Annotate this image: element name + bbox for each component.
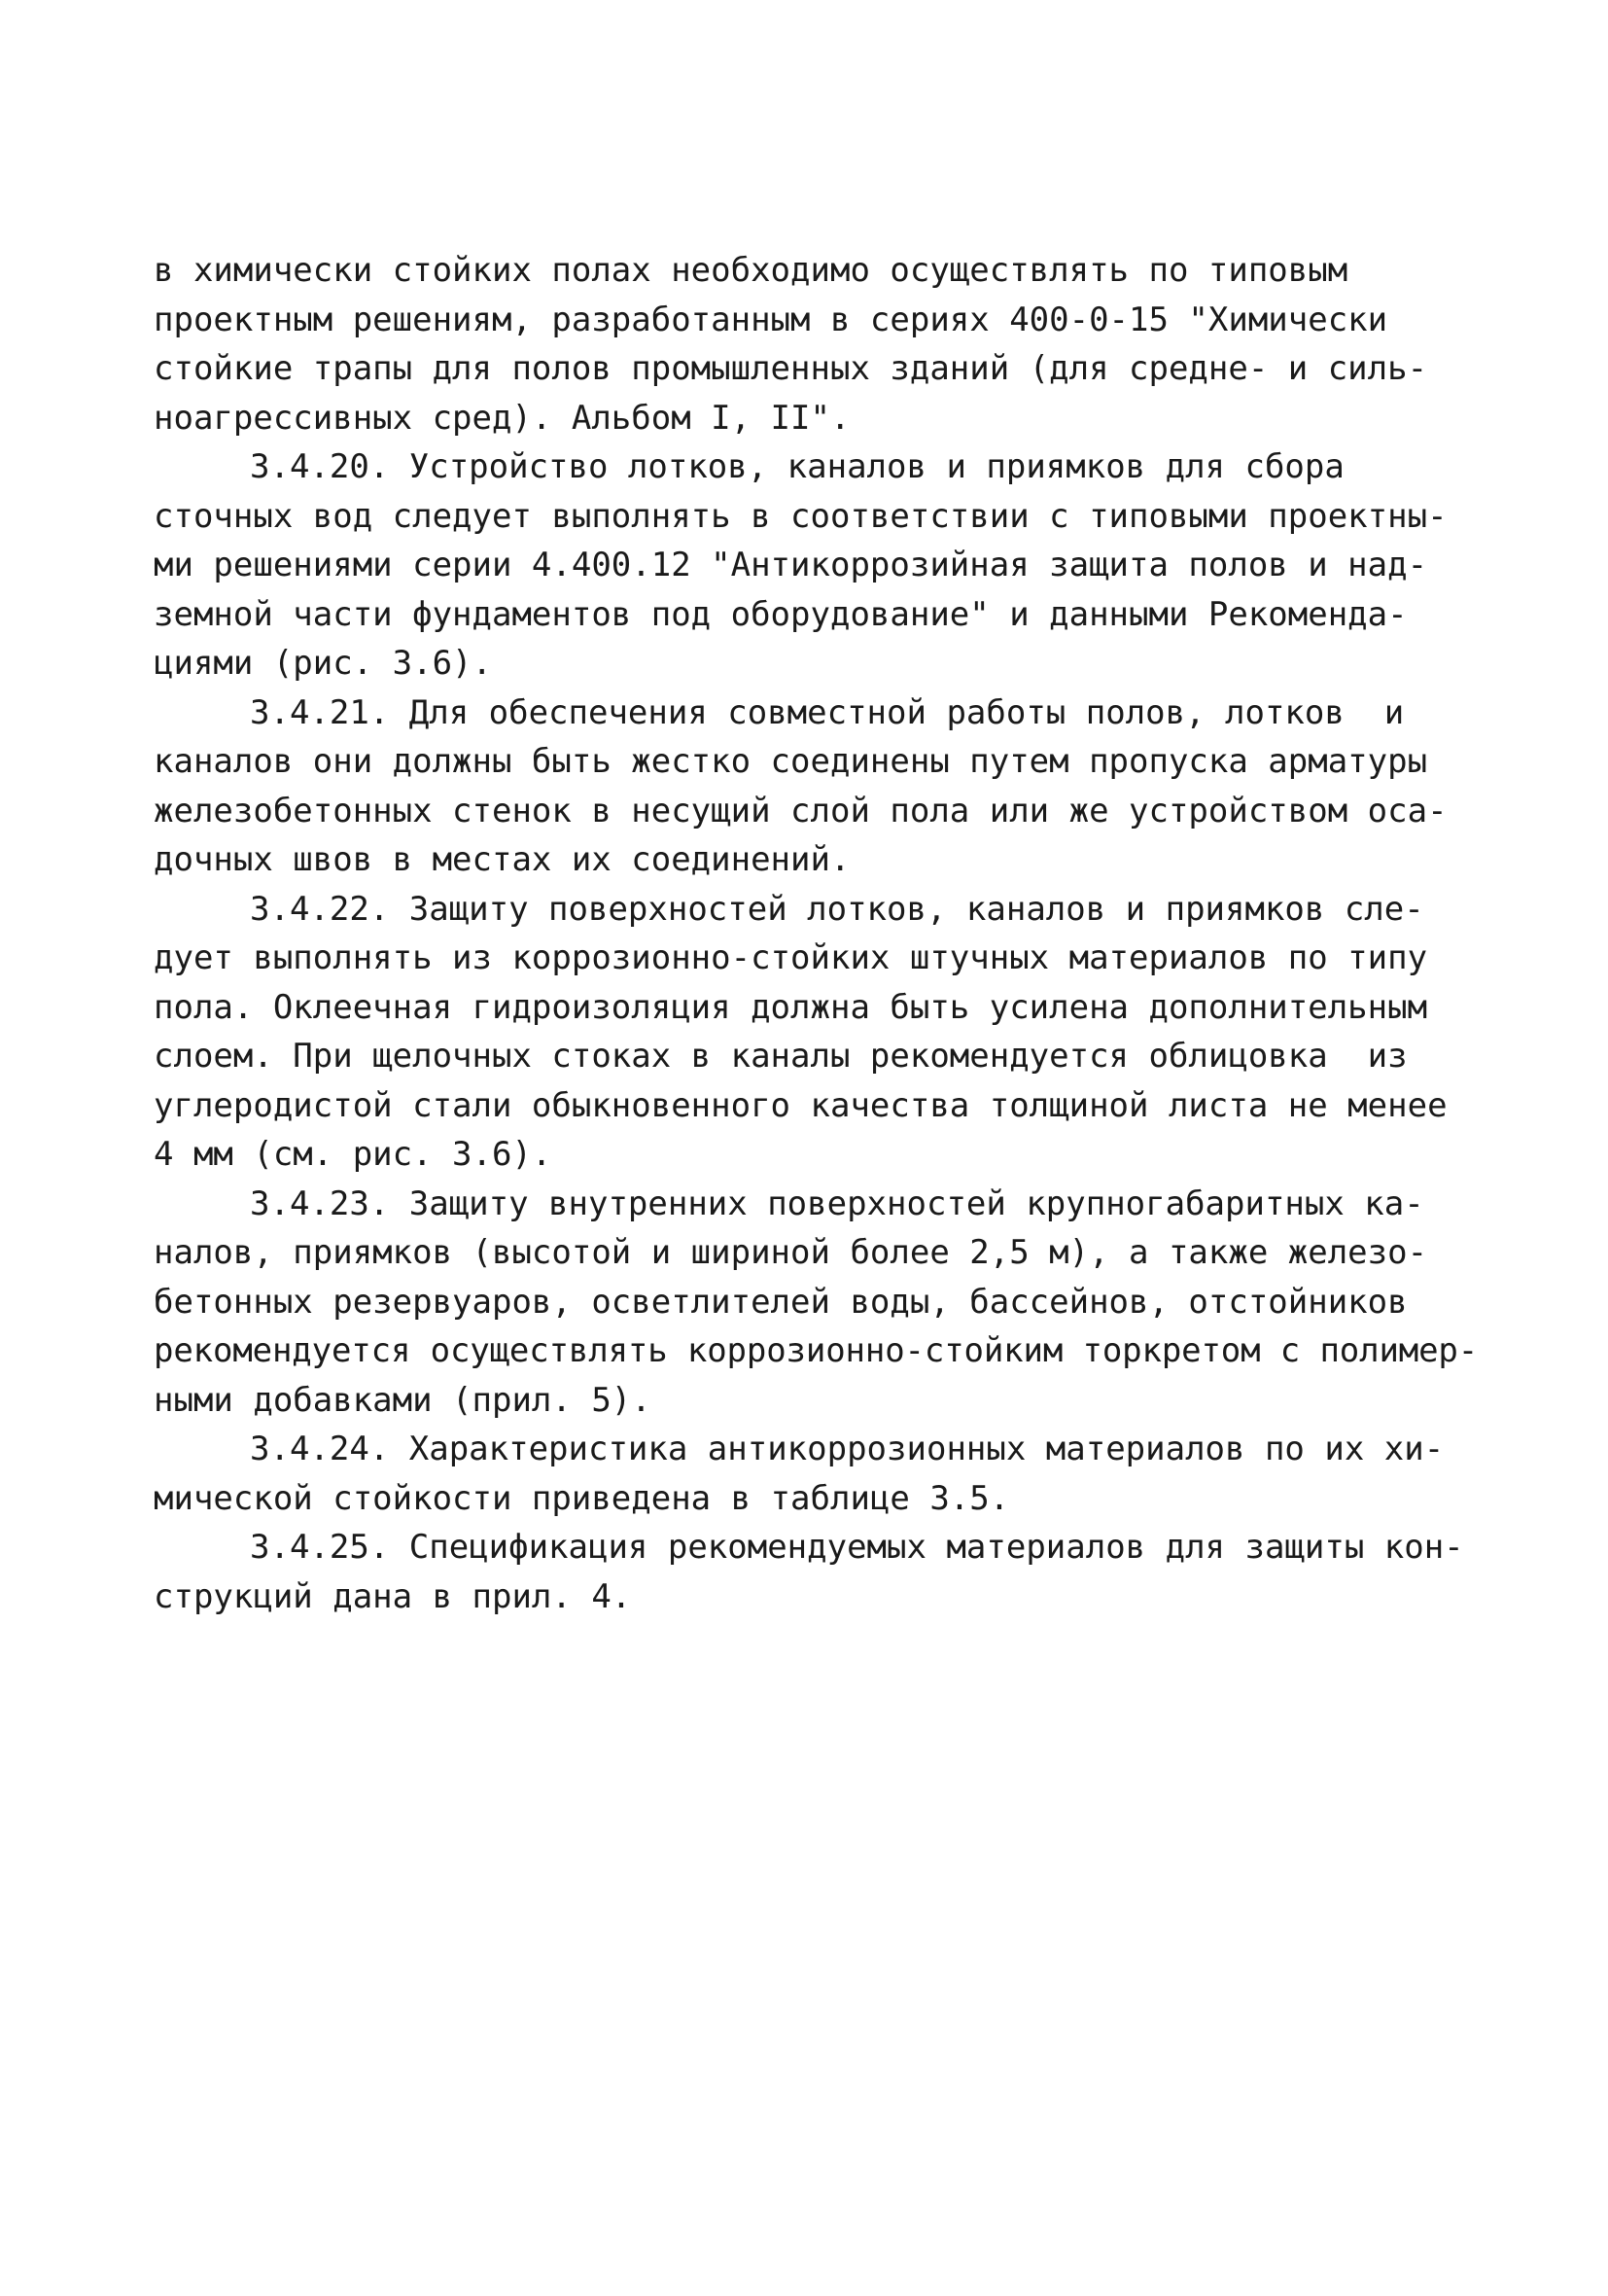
text-line: мической стойкости приведена в таблице 3.5. — [154, 1478, 1010, 1518]
text-line: налов, приямков (высотой и шириной более 2,5 м), а также железо- — [154, 1233, 1428, 1272]
text-line: 3.4.22. Защиту поверхностей лотков, каналов и приямков сле- — [250, 889, 1424, 929]
text-line: ными добавками (прил. 5). — [154, 1380, 651, 1420]
text-line: проектным решениям, разработанным в сериях 400-0-15 "Химически — [154, 300, 1388, 339]
text-line: 3.4.24. Характеристика антикоррозионных материалов по их хи- — [250, 1430, 1445, 1468]
text-line: 4 мм (см. рис. 3.6). — [154, 1135, 552, 1174]
text-line: 3.4.25. Спецификация рекомендуемых материалов для защиты кон- — [250, 1528, 1464, 1567]
text-line: 3.4.20. Устройство лотков, каналов и приямков для сбора — [250, 447, 1345, 486]
text-line: железобетонных стенок в несущий слой пола или же устройством оса- — [154, 791, 1448, 830]
text-line: струкций дана в прил. 4. — [154, 1576, 632, 1616]
text-line: 3.4.23. Защиту внутренних поверхностей крупногабаритных ка- — [250, 1183, 1424, 1223]
text-line: 3.4.21. Для обеспечения совместной работы полов, лотков и — [250, 692, 1405, 732]
text-line: каналов они должны быть жестко соединены путем пропуска арматуры — [154, 742, 1428, 781]
text-line: бетонных резервуаров, осветлителей воды, бассейнов, отстойников — [154, 1282, 1408, 1322]
text-line: слоем. При щелочных стоках в каналы рекомендуется облицовка из — [154, 1037, 1408, 1076]
text-line: пола. Оклеечная гидроизоляция должна быть усилена дополнительным — [154, 987, 1428, 1027]
text-line: стойкие трапы для полов промышленных зданий (для средне- и силь- — [154, 349, 1428, 388]
text-line: рекомендуется осуществлять коррозионно-стойким торкретом с полимер- — [154, 1331, 1479, 1370]
text-line: циями (рис. 3.6). — [154, 644, 492, 683]
text-line: дует выполнять из коррозионно-стойких штучных материалов по типу — [154, 938, 1428, 977]
text-line: земной части фундаментов под оборудование" и данными Рекоменда- — [154, 594, 1408, 634]
text-line: дочных швов в местах их соединений. — [154, 840, 851, 879]
text-line: углеродистой стали обыкновенного качества толщиной листа не менее — [154, 1085, 1448, 1125]
text-line: сточных вод следует выполнять в соответствии с типовыми проектны- — [154, 496, 1448, 536]
text-line: ми решениями серии 4.400.12 "Антикоррозийная защита полов и над- — [154, 546, 1428, 584]
text-line: ноагрессивных сред). Альбом I, II". — [154, 398, 851, 438]
text-line: в химически стойких полах необходимо осуществлять по типовым — [154, 251, 1348, 290]
